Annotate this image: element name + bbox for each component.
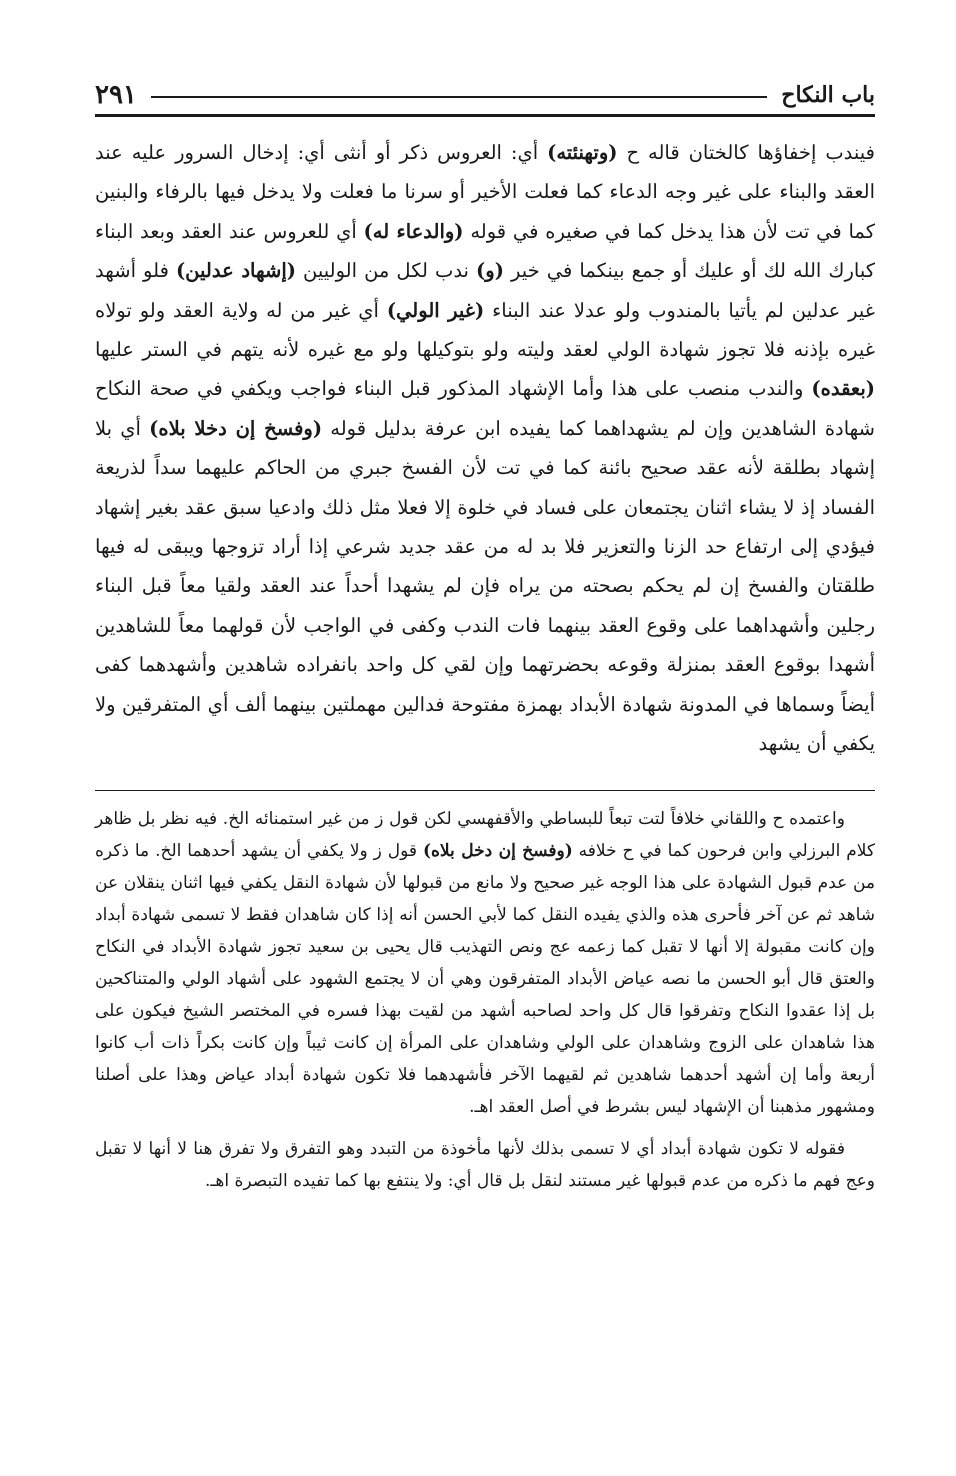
bold-term: (وفسخ إن دخل بلاه) [422, 840, 573, 861]
bold-term: (والدعاء له) [363, 219, 464, 243]
bold-term: (بعقده) [811, 377, 875, 401]
main-text-segment: أي غير من له ولاية العقد ولو تولاه غيره بإذنه فلا تجوز شهادة الولي لعقد وليته ولو بتوكيلها ولو مع غيره لأنه يتهم في الستر عليها [95, 298, 875, 362]
main-text-segment: فيندب إخفاؤها كالختان قاله ح [617, 141, 875, 164]
page-number: ٢٩١ [95, 80, 137, 110]
bold-term: (غير الولي) [386, 298, 485, 322]
header-rule [151, 96, 767, 98]
main-text-segment: فلو أشهد غير عدلين لم يأتيا بالمندوب ولو عدلا عند البناء [95, 259, 875, 322]
footnote [95, 803, 875, 1197]
book-page [95, 70, 875, 1197]
footnote-segment: قول ز ولا يكفي أن يشهد أحدهما الخ. ما ذكره من عدم قبول الشهادة على هذا الوجه غير صحيح ولا مانع من قبولها لأن شهادة النقل يكفي فيها اثنان ينقلان عن شاهد ثم عن آخر فأحرى هذه والذي يفيده النقل كما لأبي الحسن أنه إذا كان شاهدان فقط لا تسمى شهادة أبداد وإن كانت مقبولة إلا أنها لا تقبل كما زعمه عج ونص التهذيب قال يحيى بن سعيد تجوز شهادة الأبداد في النكاح والعتق قال أبو الحسن ما نصه عياض الأبداد المتفرقون وهي أن لا يجتمع الشهود على أشهاد الولي والمتناكحين بل إذا عقدوا النكاح وتفرقوا قال كل واحد لصاحبه أشهد من لقيت بهذا فسره في المختصر الشيخ فيكون على هذا شاهدان على الزوج وشاهدان على الولي وشاهدان على المرأة إن كانت ثيباً وإن كانت بكراً ذات أب كانوا أربعة وأما إن أشهد أحدهما شاهدين ثم لقيهما الآخر فأشهدهما فلا تكون شهادة أبداد عياض وهذا على أصلنا ومشهور مذهبنا أن الإشهاد ليس بشرط في أصل العقد اهـ. [95, 840, 875, 1117]
footnote-paragraph: فقوله لا تكون شهادة أبداد أي لا تسمى بذلك لأنها مأخوذة من التبدد وهو التفرق ولا تفرق هنا لا أنها لا تقبل وعج فهم ما ذكره من عدم قبولها غير مستند لنقل بل قال أي: ولا ينتفع بها كما تفيده التبصرة اهـ. [95, 1138, 875, 1191]
header-divider [95, 114, 875, 117]
footnote-segment: واعتمده ح واللقاني خلافاً لتت تبعاً للبساطي والأقفهسي لكن قول ز من غير استمنائه الخ. فيه نظر بل ظاهر كلام البرزلي وابن فرحون كما في ح خلافه [95, 808, 875, 861]
chapter-title: باب النكاح [781, 82, 875, 108]
bold-term: (و) [476, 259, 504, 283]
bold-term: (إشهاد عدلين) [175, 259, 296, 283]
main-text [95, 133, 875, 764]
main-text-segment: ندب لكل من الوليين [295, 259, 477, 283]
bold-term: (وتهنئته) [547, 141, 618, 164]
main-text-segment: أي للعروس عند العقد وبعد البناء كبارك الله لك أو عليك أو جمع بينكما في خير [95, 219, 875, 283]
bold-term: (وفسخ إن دخلا بلاه) [149, 416, 323, 440]
footnote-paragraph [95, 803, 875, 1123]
page-header [95, 70, 875, 112]
main-text-segment: أي بلا إشهاد بطلقة لأنه عقد صحيح بائنة كما في تت لأن الفسخ جبري من الحاكم عليهما سداً لذريعة الفساد إذ لا يشاء اثنان يجتمعان على فساد في خلوة إلا فعلا مثل ذلك وادعيا سبق عقد بغير إشهاد فيؤدي إلى ارتفاع حد الزنا والتعزير فلا بد له من عقد جديد شرعي إذا أراد تزوجها ويبقى له فيها طلقتان والفسخ إن لم يحكم بصحته من يراه فإن لم يشهدا أحداً عند العقد ولقيا معاً قبل البناء رجلين وأشهداهما على وقوع العقد بينهما فات الندب وكفى في الواجب لأن قولهما معاً للشاهدين أشهدا بوقوع العقد بمنزلة وقوعه بحضرتهما وإن لقي كل واحد بانفراده شاهدين وأشهدهما كفى أيضاً وسماها في المدونة شهادة الأبداد بهمزة مفتوحة فدالين مهملتين بينهما ألف أي المتفرقين ولا يكفي أن يشهد [95, 416, 875, 756]
main-text-segment: أي: العروس ذكر أو أنثى أي: إدخال السرور عليه عند العقد والبناء على غير وجه الدعاء كما فعلت الأخير أو سرنا ما فعلت ولا يدخل فيها بالرفاء والبنين كما في تت لأن هذا يدخل كما في صغيره في قوله [95, 141, 875, 243]
main-text-segment: والندب منصب على هذا وأما الإشهاد المذكور قبل البناء فواجب ويكفي في صحة النكاح شهادة الشاهدين وإن لم يشهداهما كما يفيده ابن عرفة بدليل قوله [95, 377, 875, 440]
footnote-divider [95, 790, 875, 791]
